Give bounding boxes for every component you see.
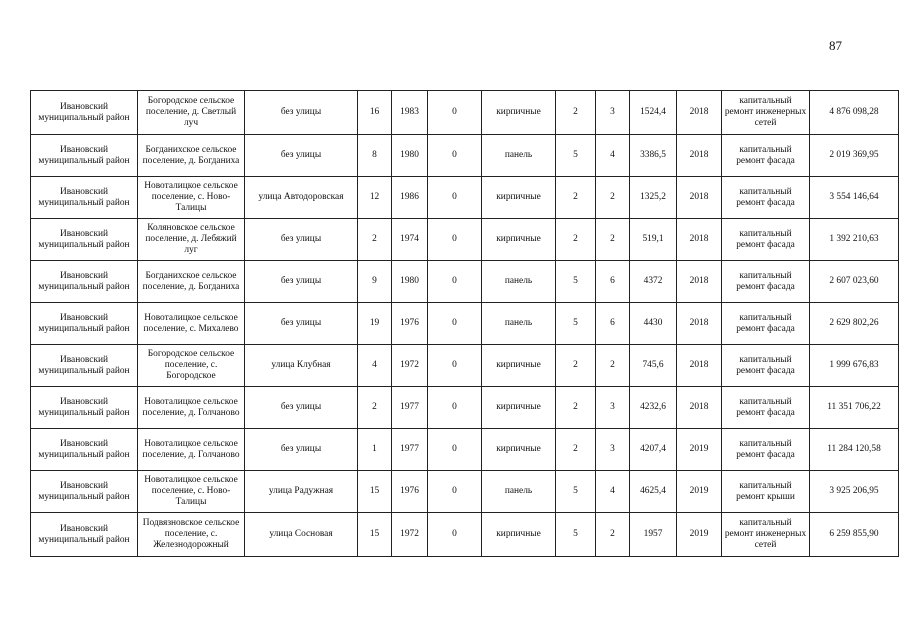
repair-year-cell: 2018 — [677, 177, 722, 219]
settlement-cell: Новоталицкое сельское поселение, д. Голчаново — [138, 429, 245, 471]
street-cell: без улицы — [245, 429, 358, 471]
house-number-cell: 8 — [358, 135, 392, 177]
year-built-cell: 1980 — [392, 135, 428, 177]
street-cell: без улицы — [245, 387, 358, 429]
cost-cell: 1 392 210,63 — [810, 219, 899, 261]
area-cell: 4625,4 — [630, 471, 677, 513]
settlement-cell: Новоталицкое сельское поселение, с. Ново-Талицы — [138, 471, 245, 513]
floors-cell: 2 — [556, 219, 596, 261]
table-row — [31, 387, 899, 429]
entrances-cell: 2 — [596, 513, 630, 557]
floors-cell: 5 — [556, 513, 596, 557]
zero-value-cell: 0 — [428, 345, 482, 387]
zero-value-cell: 0 — [428, 471, 482, 513]
work-type-cell: капитальный ремонт инженерных сетей — [722, 513, 810, 557]
house-number-cell: 12 — [358, 177, 392, 219]
floors-cell: 5 — [556, 135, 596, 177]
repair-year-cell: 2018 — [677, 91, 722, 135]
area-cell: 4372 — [630, 261, 677, 303]
entrances-cell: 2 — [596, 177, 630, 219]
zero-value-cell: 0 — [428, 177, 482, 219]
wall-material-cell: кирпичные — [482, 91, 556, 135]
repair-year-cell: 2019 — [677, 429, 722, 471]
municipal-district-cell: Ивановский муниципальный район — [31, 219, 138, 261]
wall-material-cell: кирпичные — [482, 429, 556, 471]
municipal-district-cell: Ивановский муниципальный район — [31, 261, 138, 303]
year-built-cell: 1976 — [392, 471, 428, 513]
house-number-cell: 16 — [358, 91, 392, 135]
work-type-cell: капитальный ремонт фасада — [722, 135, 810, 177]
street-cell: без улицы — [245, 261, 358, 303]
wall-material-cell: кирпичные — [482, 177, 556, 219]
street-cell: улица Автодоровская — [245, 177, 358, 219]
table-row — [31, 303, 899, 345]
entrances-cell: 6 — [596, 303, 630, 345]
area-cell: 1325,2 — [630, 177, 677, 219]
wall-material-cell: панель — [482, 303, 556, 345]
area-cell: 4207,4 — [630, 429, 677, 471]
work-type-cell: капитальный ремонт фасада — [722, 429, 810, 471]
house-number-cell: 15 — [358, 471, 392, 513]
table-row — [31, 261, 899, 303]
floors-cell: 5 — [556, 261, 596, 303]
work-type-cell: капитальный ремонт крыши — [722, 471, 810, 513]
house-number-cell: 19 — [358, 303, 392, 345]
settlement-cell: Новоталицкое сельское поселение, с. Ново-Талицы — [138, 177, 245, 219]
municipal-district-cell: Ивановский муниципальный район — [31, 345, 138, 387]
house-number-cell: 1 — [358, 429, 392, 471]
wall-material-cell: кирпичные — [482, 219, 556, 261]
repair-year-cell: 2019 — [677, 513, 722, 557]
area-cell: 3386,5 — [630, 135, 677, 177]
area-cell: 1524,4 — [630, 91, 677, 135]
work-type-cell: капитальный ремонт фасада — [722, 345, 810, 387]
table-body — [31, 91, 899, 557]
street-cell: без улицы — [245, 135, 358, 177]
street-cell: без улицы — [245, 303, 358, 345]
table-row — [31, 471, 899, 513]
area-cell: 4430 — [630, 303, 677, 345]
table-row — [31, 513, 899, 557]
settlement-cell: Подвязновское сельское поселение, с. Железнодорожный — [138, 513, 245, 557]
wall-material-cell: панель — [482, 471, 556, 513]
house-number-cell: 2 — [358, 219, 392, 261]
cost-cell: 2 607 023,60 — [810, 261, 899, 303]
cost-cell: 2 019 369,95 — [810, 135, 899, 177]
cost-cell: 3 554 146,64 — [810, 177, 899, 219]
floors-cell: 5 — [556, 303, 596, 345]
cost-cell: 4 876 098,28 — [810, 91, 899, 135]
work-type-cell: капитальный ремонт фасада — [722, 219, 810, 261]
settlement-cell: Богородское сельское поселение, д. Светлый луч — [138, 91, 245, 135]
zero-value-cell: 0 — [428, 261, 482, 303]
year-built-cell: 1977 — [392, 429, 428, 471]
wall-material-cell: панель — [482, 261, 556, 303]
cost-cell: 1 999 676,83 — [810, 345, 899, 387]
cost-cell: 11 284 120,58 — [810, 429, 899, 471]
municipal-district-cell: Ивановский муниципальный район — [31, 135, 138, 177]
repair-year-cell: 2018 — [677, 387, 722, 429]
zero-value-cell: 0 — [428, 91, 482, 135]
settlement-cell: Богородское сельское поселение, с. Богородское — [138, 345, 245, 387]
municipal-district-cell: Ивановский муниципальный район — [31, 91, 138, 135]
house-number-cell: 15 — [358, 513, 392, 557]
street-cell: без улицы — [245, 91, 358, 135]
repair-year-cell: 2018 — [677, 261, 722, 303]
zero-value-cell: 0 — [428, 219, 482, 261]
floors-cell: 2 — [556, 429, 596, 471]
area-cell: 745,6 — [630, 345, 677, 387]
year-built-cell: 1980 — [392, 261, 428, 303]
floors-cell: 2 — [556, 345, 596, 387]
street-cell: улица Радужная — [245, 471, 358, 513]
settlement-cell: Коляновское сельское поселение, д. Лебяжий луг — [138, 219, 245, 261]
municipal-district-cell: Ивановский муниципальный район — [31, 429, 138, 471]
area-cell: 4232,6 — [630, 387, 677, 429]
housing-repair-table — [30, 90, 899, 557]
work-type-cell: капитальный ремонт инженерных сетей — [722, 91, 810, 135]
settlement-cell: Новоталицкое сельское поселение, д. Голчаново — [138, 387, 245, 429]
area-cell: 519,1 — [630, 219, 677, 261]
entrances-cell: 2 — [596, 345, 630, 387]
street-cell: улица Клубная — [245, 345, 358, 387]
repair-year-cell: 2018 — [677, 219, 722, 261]
page-number: 87 — [829, 38, 842, 53]
year-built-cell: 1972 — [392, 345, 428, 387]
street-cell: улица Сосновая — [245, 513, 358, 557]
municipal-district-cell: Ивановский муниципальный район — [31, 303, 138, 345]
entrances-cell: 4 — [596, 471, 630, 513]
repair-year-cell: 2018 — [677, 345, 722, 387]
municipal-district-cell: Ивановский муниципальный район — [31, 387, 138, 429]
entrances-cell: 2 — [596, 219, 630, 261]
work-type-cell: капитальный ремонт фасада — [722, 303, 810, 345]
repair-year-cell: 2019 — [677, 471, 722, 513]
year-built-cell: 1976 — [392, 303, 428, 345]
street-cell: без улицы — [245, 219, 358, 261]
floors-cell: 2 — [556, 387, 596, 429]
municipal-district-cell: Ивановский муниципальный район — [31, 177, 138, 219]
cost-cell: 2 629 802,26 — [810, 303, 899, 345]
municipal-district-cell: Ивановский муниципальный район — [31, 513, 138, 557]
year-built-cell: 1986 — [392, 177, 428, 219]
entrances-cell: 4 — [596, 135, 630, 177]
zero-value-cell: 0 — [428, 513, 482, 557]
zero-value-cell: 0 — [428, 429, 482, 471]
table-row — [31, 219, 899, 261]
repair-year-cell: 2018 — [677, 303, 722, 345]
floors-cell: 2 — [556, 91, 596, 135]
work-type-cell: капитальный ремонт фасада — [722, 261, 810, 303]
settlement-cell: Богданихское сельское поселение, д. Богданиха — [138, 261, 245, 303]
wall-material-cell: панель — [482, 135, 556, 177]
table-row — [31, 345, 899, 387]
wall-material-cell: кирпичные — [482, 345, 556, 387]
floors-cell: 2 — [556, 177, 596, 219]
cost-cell: 6 259 855,90 — [810, 513, 899, 557]
table-row — [31, 429, 899, 471]
floors-cell: 5 — [556, 471, 596, 513]
entrances-cell: 3 — [596, 387, 630, 429]
year-built-cell: 1983 — [392, 91, 428, 135]
table-row — [31, 91, 899, 135]
work-type-cell: капитальный ремонт фасада — [722, 177, 810, 219]
municipal-district-cell: Ивановский муниципальный район — [31, 471, 138, 513]
settlement-cell: Богданихское сельское поселение, д. Богданиха — [138, 135, 245, 177]
wall-material-cell: кирпичные — [482, 387, 556, 429]
wall-material-cell: кирпичные — [482, 513, 556, 557]
zero-value-cell: 0 — [428, 303, 482, 345]
table-row — [31, 177, 899, 219]
zero-value-cell: 0 — [428, 387, 482, 429]
zero-value-cell: 0 — [428, 135, 482, 177]
settlement-cell: Новоталицкое сельское поселение, с. Михалево — [138, 303, 245, 345]
house-number-cell: 9 — [358, 261, 392, 303]
repair-year-cell: 2018 — [677, 135, 722, 177]
cost-cell: 11 351 706,22 — [810, 387, 899, 429]
table-row — [31, 135, 899, 177]
cost-cell: 3 925 206,95 — [810, 471, 899, 513]
year-built-cell: 1972 — [392, 513, 428, 557]
year-built-cell: 1974 — [392, 219, 428, 261]
house-number-cell: 2 — [358, 387, 392, 429]
house-number-cell: 4 — [358, 345, 392, 387]
work-type-cell: капитальный ремонт фасада — [722, 387, 810, 429]
entrances-cell: 3 — [596, 429, 630, 471]
entrances-cell: 6 — [596, 261, 630, 303]
entrances-cell: 3 — [596, 91, 630, 135]
year-built-cell: 1977 — [392, 387, 428, 429]
area-cell: 1957 — [630, 513, 677, 557]
